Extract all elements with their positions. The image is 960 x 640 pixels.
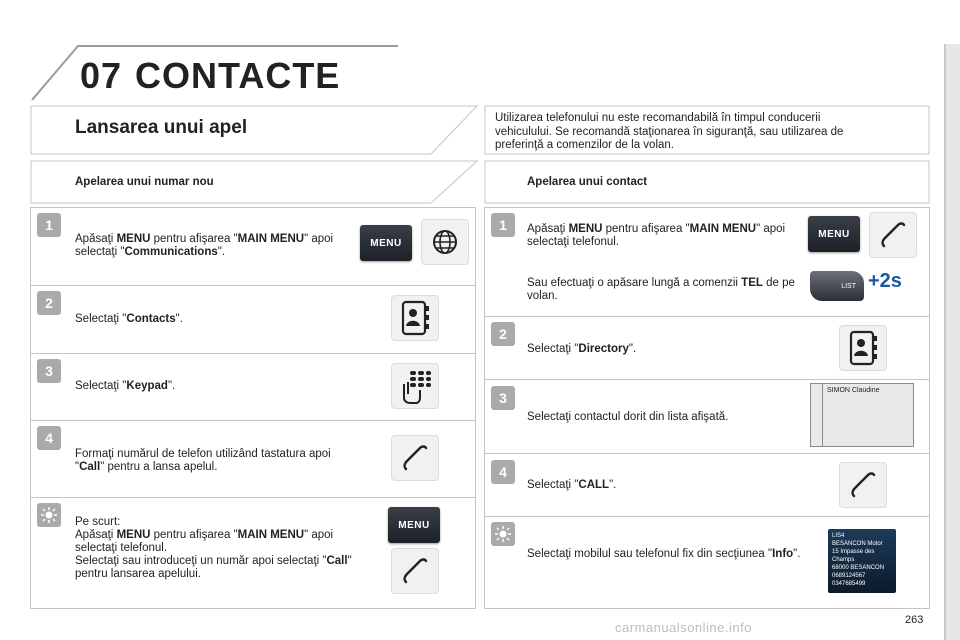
- handset-icon: [878, 220, 908, 250]
- step-4-badge: 4: [491, 460, 515, 484]
- communications-icon-box: [421, 219, 469, 265]
- tip-line-b: Selectaţi sau introduceţi un număr apoi selectaţi "Call" pentru lansarea apelului.: [75, 555, 352, 580]
- left-tip-text: [75, 516, 360, 581]
- step-2-badge: 2: [37, 291, 61, 315]
- info-line: 15 Impasse des Champs: [832, 549, 875, 563]
- contacts-book-icon: [847, 330, 879, 366]
- call-icon-box-tip: [391, 548, 439, 594]
- keypad-icon: [398, 368, 432, 404]
- contacts-icon-box: [391, 295, 439, 341]
- step-2-badge: 2: [491, 322, 515, 346]
- right-divider-1: [484, 316, 930, 317]
- right-divider-3: [484, 453, 930, 454]
- sun-tip-icon: [40, 506, 58, 524]
- handset-icon: [848, 470, 878, 500]
- left-divider-4: [30, 497, 476, 498]
- left-step-3-text: Selectaţi "Keypad".: [75, 380, 176, 392]
- long-press-2s-label: +2s: [868, 270, 902, 292]
- menu-button: MENU: [360, 225, 412, 261]
- info-screen-image: [828, 529, 896, 593]
- info-line: 68000 BESANCON: [832, 565, 885, 571]
- watermark: carmanualsonline.info: [615, 620, 752, 635]
- right-step-1-alt-text: Sau efectuaţi o apăsare lungă a comenzii TEL de pe volan.: [527, 277, 795, 302]
- page-number: 263: [905, 614, 924, 626]
- sun-tip-icon: [494, 525, 512, 543]
- section-title: Lansarea unui apel: [75, 117, 248, 138]
- handset-icon: [400, 556, 430, 586]
- call-icon-box: [391, 435, 439, 481]
- left-step-1-text: Apăsaţi MENU pentru afişarea "MAIN MENU" apoi selectaţi "Communications".: [75, 233, 334, 258]
- keypad-icon-box: [391, 363, 439, 409]
- chapter-number: 07: [80, 55, 123, 96]
- step-1-badge: 1: [37, 213, 61, 237]
- handset-icon: [400, 443, 430, 473]
- directory-icon-box: [839, 325, 887, 371]
- right-subtitle: Apelarea unui contact: [527, 176, 648, 188]
- step-3-badge: 3: [491, 386, 515, 410]
- contact-list-screen: [810, 383, 914, 447]
- steering-tel-button: LIST: [810, 271, 864, 301]
- intro-text: Utilizarea telefonului nu este recomandabilă în timpul conducerii vehiculului. Se recomandă staţionarea în siguranţă, sau utilizarea de preferinţă a comenzilor de la volan.: [495, 112, 844, 151]
- contacts-book-icon: [399, 300, 431, 336]
- right-step-2-text: Selectaţi "Directory".: [527, 343, 637, 355]
- left-divider-3: [30, 420, 476, 421]
- left-step-4-text: Formaţi numărul de telefon utilizând tastatura apoi "Call" pentru a lansa apelul.: [75, 448, 331, 473]
- left-divider-1: [30, 285, 476, 286]
- right-step-3-text: Selectaţi contactul dorit din lista afişată.: [527, 411, 729, 423]
- chapter-title: CONTACTE: [135, 55, 341, 96]
- screen-contact-name: SIMON Claudine: [827, 387, 880, 394]
- screen-scrollbar: [811, 384, 823, 446]
- info-line: 0347685499: [832, 581, 866, 587]
- tip-badge: [37, 503, 61, 527]
- tip-line-a: Apăsaţi MENU pentru afişarea "MAIN MENU" apoi selectaţi telefonul.: [75, 529, 334, 554]
- left-subtitle: Apelarea unui numar nou: [75, 176, 214, 188]
- info-line: 0689124567: [832, 573, 866, 579]
- right-tip-text: Selectaţi mobilul sau telefonul fix din secţiunea "Info".: [527, 548, 801, 560]
- menu-button: MENU: [808, 216, 860, 252]
- phone-icon-box: [869, 212, 917, 258]
- globe-icon: [430, 227, 460, 257]
- tip-badge: [491, 522, 515, 546]
- right-step-4-text: Selectaţi "CALL".: [527, 479, 617, 491]
- step-3-badge: 3: [37, 359, 61, 383]
- left-divider-2: [30, 353, 476, 354]
- right-divider-2: [484, 379, 930, 380]
- info-line: LIS4: [832, 533, 845, 539]
- tip-heading: Pe scurt:: [75, 516, 121, 528]
- step-4-badge: 4: [37, 426, 61, 450]
- info-line: BESANCON Motor: [832, 541, 883, 547]
- right-divider-4: [484, 516, 930, 517]
- call-icon-box: [839, 462, 887, 508]
- menu-button-tip: MENU: [388, 507, 440, 543]
- page-edge-strip: [946, 44, 960, 640]
- left-step-2-text: Selectaţi "Contacts".: [75, 313, 183, 325]
- step-1-badge: 1: [491, 213, 515, 237]
- right-step-1-text: Apăsaţi MENU pentru afişarea "MAIN MENU" apoi selectaţi telefonul.: [527, 223, 786, 248]
